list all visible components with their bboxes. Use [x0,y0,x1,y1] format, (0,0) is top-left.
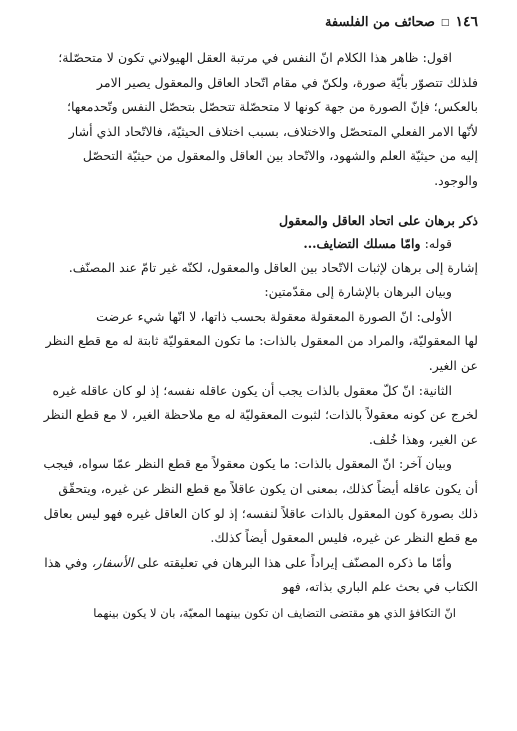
text-line: إليه من حيثيّة العلم والشهود، والاتّحاد بين العاقل والمعقول من حيثيّة التحصّل [82,148,478,164]
text-line: لها المعقوليّة، والمراد من المعقول بالذات: ما تكون المعقوليّة ثابتة له مع قطع النظر [45,333,478,349]
text-line: الأولى: انّ الصورة المعقولة معقولة بحسب ذاتها، لا انّها شيء عرضت [96,308,452,324]
quote-text: وامّا مسلك التضايف... [303,235,421,251]
intro-lines [38,256,478,305]
text-line: أن يكون عاقله أيضاً كذلك، بمعنى ان يكون عاقلاً مع قطع النظر عن غيره، ويتحقّق [58,480,478,496]
text-line: لأنّها الامر الفعلي المتحصّل والاختلاف، بسبب اختلاف الحيثيّة، فالاتّحاد الذي أشار [68,123,478,139]
page-number: ١٤٦ [455,14,478,30]
text-line: وبيان البرهان بالإشارة إلى مقدّمتين: [264,284,452,300]
book-title: الأسفار، [91,554,134,570]
text-line: فلذلك تتصوّر بأيّة صورة، ولكنّ في مقام اتّحاد العاقل والمعقول يصير الامر [96,74,478,90]
text-line: اقول: ظاهر هذا الكلام انّ النفس في مرتبة العقل الهيولاني تكون لا متحصّلة؛ [58,50,452,65]
objection [38,551,478,600]
running-title: صحائف من الفلسفة [324,15,435,30]
text-line: والوجود. [434,172,478,188]
indented-quote-line: انّ التكافؤ الذي هو مقتضى التضايف ان تكون بينهما المعيّة، بان لا يكون بينهما [93,605,456,620]
opening-paragraph [38,46,478,194]
objection-text-end: وفي هذا [44,554,88,570]
text-line: الثانية: انّ كلّ معقول بالذات يجب أن يكون عاقله نفسه؛ إذ لو كان عاقله غيره [52,382,452,398]
text-line: وبيان آخر: انّ المعقول بالذات: ما يكون معقولاً مع قطع النظر عمّا سواه، فيجب [43,456,452,472]
book-page [38,14,478,624]
text-line: بالعكس؛ فإنّ الصورة من جهة كونها لا متحصّلة تتحصّل بتحصّل النفس وتّحدمعها؛ [66,99,478,115]
objection-text-start: وأمّا ما ذكره المصنّف إيراداً على هذا البرهان في تعليقته على [137,554,452,570]
quote-prefix: قوله: [424,235,452,251]
second-premise [38,379,478,453]
text-line: عن الغير، وهذا خُلف. [368,431,478,447]
text-line: عن الغير. [428,357,478,373]
text-line: مع قطع النظر عن غيره، فليس المعقول أيضاً كذلك. [210,530,478,546]
header-separator-icon: □ [440,18,450,28]
text-line: ذلك بصورة كون المعقول بالذات عاقلاً لنفسه؛ إذ لو كان العاقل غيره فهو ليس بعاقل [43,505,478,521]
text-line: الكتاب في بحث علم الباري بذاته، فهو [282,579,478,595]
first-premise [38,305,478,379]
quote-line [38,232,478,256]
text-line: لخرج عن كونه معقولاً بالذات؛ لثبوت المعقوليّة له مع ملاحظة الغير، لا مع قطع النظر [43,407,478,423]
section-heading: ذكر برهان على اتحاد العاقل والمعقول [278,212,478,228]
another-explanation [38,452,478,550]
text-line: إشارة إلى برهان لإثبات الاتّحاد بين العاقل والمعقول، لكنّه غير تامّ عند المصنّف. [68,259,478,275]
running-header [38,14,478,40]
text-line [38,551,478,576]
